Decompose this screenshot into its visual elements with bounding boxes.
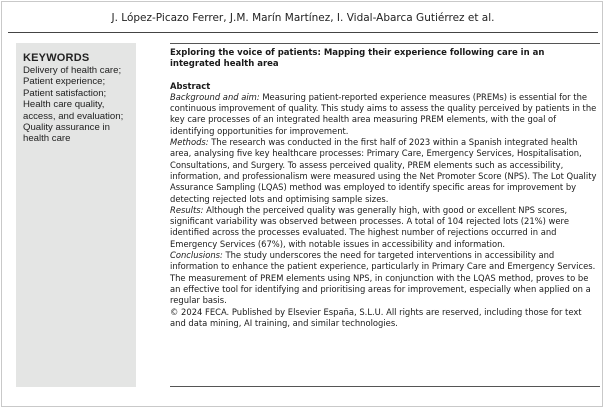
section-text: Measuring patient-reported experience measures (PREMs) is essential for the continuous improvement of quality. This study aims to assess the quality perceived by patients in the key care processes of an integrated health area measuring PREM elements, with the goal of identifying opportunities for improvement.: [170, 91, 597, 136]
section-label: Results:: [170, 204, 204, 215]
keywords-box: [16, 43, 136, 387]
keyword-item: Patient satisfaction;: [23, 87, 107, 99]
abstract-conclusions: [170, 250, 598, 306]
keywords-title: KEYWORDS: [23, 52, 90, 64]
keyword-item: Patient experience;: [23, 76, 106, 88]
abstract-results: [170, 205, 598, 250]
section-text: The study underscores the need for targeted interventions in accessibility and information to enhance the patient experience, particularly in Primary Care and Emergency Services. The measurement of PREM elements using NPS, in conjunction with the LQAS method, proves to be an effective tool for identifying and prioritising areas for improvement, especially when applied on a regular basis.: [170, 250, 596, 306]
article-body: [170, 48, 598, 329]
section-label: Background and aim:: [170, 91, 260, 102]
abstract-background: [170, 92, 598, 137]
article-title: Exploring the voice of patients: Mapping their experience following care in an integrated health area: [170, 48, 545, 70]
copyright-notice: © 2024 FECA. Published by Elsevier España, S.L.U. All rights are reserved, including those for text and data mining, AI training, and similar technologies.: [170, 306, 582, 328]
section-label: Methods:: [170, 137, 209, 148]
running-header: J. López-Picazo Ferrer, J.M. Marín Martínez, I. Vidal-Abarca Gutiérrez et al.: [111, 12, 495, 24]
keyword-item: Quality assurance in health care: [23, 122, 110, 145]
article-bottom-divider: [170, 386, 600, 387]
abstract-heading: Abstract: [170, 80, 211, 91]
keyword-item: Health care quality, access, and evaluation;: [23, 99, 124, 122]
article-top-divider: [170, 43, 600, 44]
section-label: Conclusions:: [170, 250, 223, 261]
abstract-methods: [170, 137, 598, 205]
page-frame: [1, 1, 603, 407]
keyword-item: Delivery of health care;: [23, 65, 122, 76]
section-text: Although the perceived quality was generally high, with good or excellent NPS scores, significant variability was observed between processes. A total of 104 rejected lots (21%) were identified across the processes evaluated. The highest number of rejections occurred in and Emergency Services (67%), with notable issues in accessibility and information.: [170, 204, 569, 249]
section-text: The research was conducted in the first half of 2023 within a Spanish integrated health area, analysing five key healthcare processes: Primary Care, Emergency Services, Hospitalisation, Consultations, and Surgery. To assess perceived quality, PREM elements such as accessibility, information, and professionalism were measured using the Net Promoter Score (NPS). The Lot Quality Assurance Sampling (LQAS) method was employed to identify specific areas for improvement by detecting rejected lots and optimising sample sizes.: [170, 137, 597, 204]
header-divider: [8, 32, 598, 33]
